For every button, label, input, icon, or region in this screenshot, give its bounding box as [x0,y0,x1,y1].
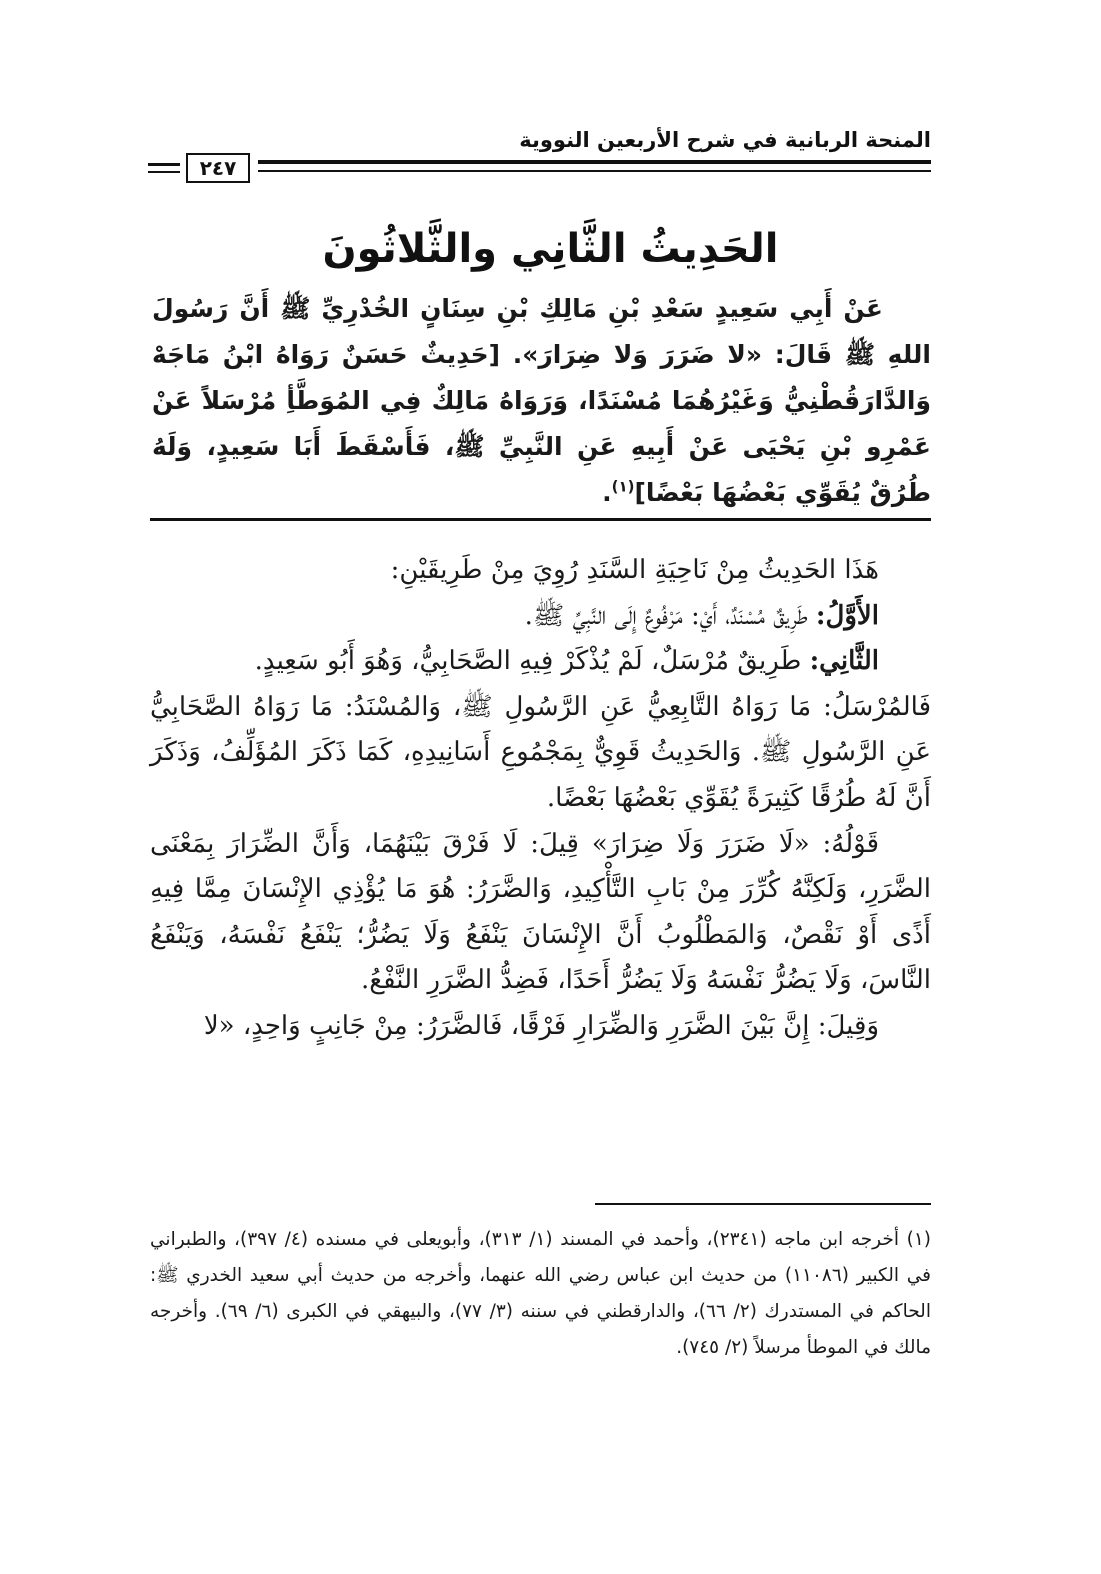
list-label: الأَوَّلُ: [815,600,879,631]
header-rule-thin [258,170,931,172]
list-text: طَرِيقٌ مُسْنَدٌ، أَيْ: مَرْفُوعٌ إِلَى النَّبِيِّ ﷺ. [524,600,808,631]
footnote-text: (١) أخرجه ابن ماجه (٢٣٤١)، وأحمد في المسند (١/ ٣١٣)، وأبويعلى في مسنده (٤/ ٣٩٧)، والطبراني في الكبير (١١٠٨٦) من حديث ابن عباس رضي الله عنهما، وأخرجه من حديث أبي سعيد الخدري ﷺ: الحاكم في المستدرك (٢/ ٦٦)، والدارقطني في سننه (٣/ ٧٧)، والبيهقي في الكبرى (٦/ ٦٩). وأخرجه مالك في الموطأ مرسلاً (٢/ ٧٤٥). [150,1229,931,1358]
header-rule-thick [258,160,931,164]
commentary-paragraph: قَوْلُهُ: «لَا ضَرَرَ وَلَا ضِرَارَ» قِيلَ: لَا فَرْقَ بَيْنَهُمَا، وَأَنَّ الضِّرَارَ بِمَعْنَى الضَّرَرِ، وَلَكِنَّهُ كُرِّرَ مِنْ بَابِ التَّأْكِيدِ، وَالضَّرَرُ: هُوَ مَا يُؤْذِي الإِنْسَانَ مِمَّا فِيهِ أَذًى أَوْ نَقْصٌ، وَالمَطْلُوبُ أَنَّ الإِنْسَانَ يَنْفَعُ وَلَا يَضُرُّ؛ يَنْفَعُ نَفْسَهُ، وَيَنْفَعُ النَّاسَ، وَلَا يَضُرُّ نَفْسَهُ وَلَا يَضُرُّ أَحَدًا، فَضِدُّ الضَّرَرِ النَّفْعُ. [150,828,931,996]
footnote-divider [595,1203,931,1205]
commentary-paragraph: فَالمُرْسَلُ: مَا رَوَاهُ التَّابِعِيُّ عَنِ الرَّسُولِ ﷺ، وَالمُسْنَدُ: مَا رَوَاهُ الصَّحَابِيُّ عَنِ الرَّسُولِ ﷺ. وَالحَدِيثُ قَوِيٌّ بِمَجْمُوعِ أَسَانِيدِهِ، كَمَا ذَكَرَ المُؤَلِّفُ، وَذَكَرَ أَنَّ لَهُ طُرُقًا كَثِيرَةً يُقَوِّي بَعْضُهَا بَعْضًا. [150,691,931,813]
commentary-paragraph: وَقِيلَ: إِنَّ بَيْنَ الضَّرَرِ وَالضِّرَارِ فَرْقًا، فَالضَّرَرُ: مِنْ جَانِبٍ وَاحِدٍ، «لا [203,1010,879,1041]
matn-text: عَنْ أَبِي سَعِيدٍ سَعْدِ بْنِ مَالِكِ بْنِ سِنَانٍ الخُدْرِيِّ ﷺ أَنَّ رَسُولَ اللهِ ﷺ قَالَ: «لا ضَرَرَ وَلا ضِرَارَ». [حَدِيثٌ حَسَنٌ رَوَاهُ ابْنُ مَاجَهْ وَالدَّارَقُطْنِيُّ وَغَيْرُهُمَا مُسْنَدًا، وَرَوَاهُ مَالِكٌ فِي المُوَطَّأِ مُرْسَلاً عَنْ عَمْرِو بْنِ يَحْيَى عَنْ أَبِيهِ عَنِ النَّبِيِّ ﷺ، فَأَسْقَطَ أَبَا سَعِيدٍ، وَلَهُ طُرُقٌ يُقَوِّي بَعْضُهَا بَعْضًا] [152,294,931,507]
header-rule-left-thin [148,171,180,173]
footnote-reference[interactable]: (١) [611,477,635,496]
matn-end: . [602,478,612,507]
page-number: ٢٤٧ [186,153,250,183]
footnote [150,1222,931,1366]
running-title: المنحة الربانية في شرح الأربعين النووية [519,128,931,152]
commentary [150,548,931,1050]
list-text: طَرِيقٌ مُرْسَلٌ، لَمْ يُذْكَرْ فِيهِ الصَّحَابِيُّ، وَهُوَ أَبُو سَعِيدٍ. [254,646,802,677]
section-divider [150,518,931,521]
hadith-title: الحَدِيثُ الثَّانِي والثَّلاثُونَ [322,226,779,272]
matn-paragraph [152,286,931,516]
list-label: الثَّانِي: [809,646,879,677]
commentary-paragraph: هَذَا الحَدِيثُ مِنْ نَاحِيَةِ السَّنَدِ رُوِيَ مِنْ طَرِيقَيْنِ: [390,555,879,585]
commentary-paragraph [150,639,931,685]
hadith-matn [152,286,931,516]
header-rule-left-thick [148,163,180,166]
commentary-paragraph [150,594,931,640]
